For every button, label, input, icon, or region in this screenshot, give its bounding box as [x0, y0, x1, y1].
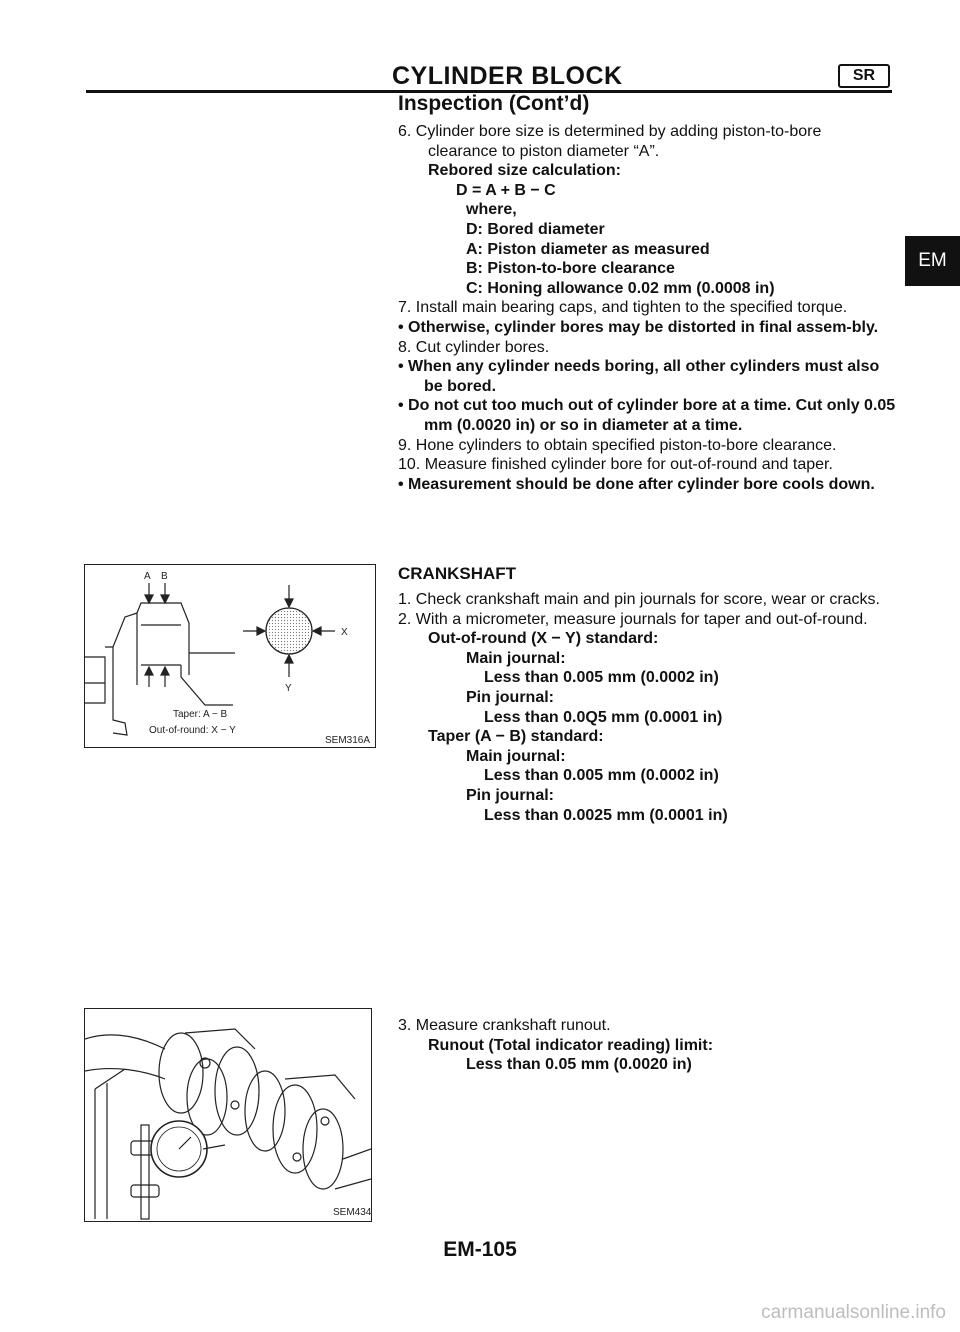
journal-measurement-figure	[84, 564, 376, 748]
crankshaft-heading: CRANKSHAFT	[398, 564, 517, 583]
label-a: A	[144, 571, 151, 582]
runout-drawing	[85, 1009, 371, 1221]
step-6-line1: 6. Cylinder bore size is determined by adding piston-to-bore	[398, 123, 822, 140]
label-b: B	[161, 571, 168, 582]
oor-main-label: Main journal:	[466, 649, 566, 667]
oor-pin-value: Less than 0.0Q5 mm (0.0001 in)	[484, 708, 723, 726]
runout-steps	[398, 1016, 898, 1075]
figure1-code: SEM316A	[325, 735, 371, 746]
taper-main-value: Less than 0.005 mm (0.0002 in)	[484, 767, 719, 785]
crankshaft-steps	[398, 590, 898, 825]
page-number: EM-105	[443, 1238, 517, 1261]
step-9: 9. Hone cylinders to obtain specified piston-to-bore clearance.	[398, 436, 837, 454]
bullet-measurement: • Measurement should be done after cylinder bore cools down.	[398, 475, 875, 493]
section-title: CYLINDER BLOCK	[392, 62, 623, 90]
formula-where: where,	[466, 201, 517, 219]
oor-pin-label: Pin journal:	[466, 688, 554, 706]
journal-diagram	[85, 565, 375, 747]
step-6-line2: clearance to piston diameter “A”.	[428, 142, 660, 160]
def-c: C: Honing allowance 0.02 mm (0.0008 in)	[466, 279, 775, 297]
runout-title: Runout (Total indicator reading) limit:	[428, 1036, 714, 1054]
oor-note: Out-of-round: X − Y	[149, 725, 236, 736]
runout-value: Less than 0.05 mm (0.0020 in)	[466, 1056, 692, 1074]
bullet-boring: • When any cylinder needs boring, all other cylinders must also be bored.	[398, 358, 880, 395]
oor-main-value: Less than 0.005 mm (0.0002 in)	[484, 669, 719, 687]
step-7: 7. Install main bearing caps, and tighten to the specified torque.	[398, 299, 848, 317]
watermark: carmanualsonline.info	[761, 1302, 946, 1323]
em-side-tab: EM	[905, 236, 960, 286]
bullet-cut-limit: • Do not cut too much out of cylinder bore at a time. Cut only 0.05 mm (0.0020 in) or so in diameter at a time.	[398, 397, 896, 434]
def-d: D: Bored diameter	[466, 220, 605, 238]
bullet-distortion: • Otherwise, cylinder bores may be distorted in final assem-bly.	[398, 318, 879, 336]
crank-step-2: 2. With a micrometer, measure journals for taper and out-of-round.	[398, 610, 868, 628]
taper-note: Taper: A − B	[173, 709, 228, 720]
crank-step-3: 3. Measure crankshaft runout.	[398, 1017, 611, 1034]
figure2-code: SEM434	[333, 1207, 371, 1218]
label-x: X	[341, 627, 348, 638]
rebored-formula: D = A + B − C	[456, 181, 556, 199]
oor-title: Out-of-round (X − Y) standard:	[428, 630, 659, 648]
def-b: B: Piston-to-bore clearance	[466, 260, 675, 278]
engine-badge: SR	[838, 64, 890, 88]
inspection-steps	[398, 122, 898, 494]
rebored-title: Rebored size calculation:	[428, 162, 621, 180]
taper-pin-value: Less than 0.0025 mm (0.0001 in)	[484, 806, 728, 824]
label-y: Y	[285, 683, 292, 694]
step-8: 8. Cut cylinder bores.	[398, 338, 550, 356]
crank-step-1: 1. Check crankshaft main and pin journals for score, wear or cracks.	[398, 591, 880, 608]
taper-pin-label: Pin journal:	[466, 786, 554, 804]
journal-section	[266, 608, 312, 654]
runout-measurement-figure	[84, 1008, 372, 1222]
subsection-title: Inspection (Cont’d)	[398, 92, 590, 115]
step-10: 10. Measure finished cylinder bore for out-of-round and taper.	[398, 456, 833, 474]
def-a: A: Piston diameter as measured	[466, 240, 710, 258]
taper-title: Taper (A − B) standard:	[428, 728, 604, 746]
taper-main-label: Main journal:	[466, 747, 566, 765]
